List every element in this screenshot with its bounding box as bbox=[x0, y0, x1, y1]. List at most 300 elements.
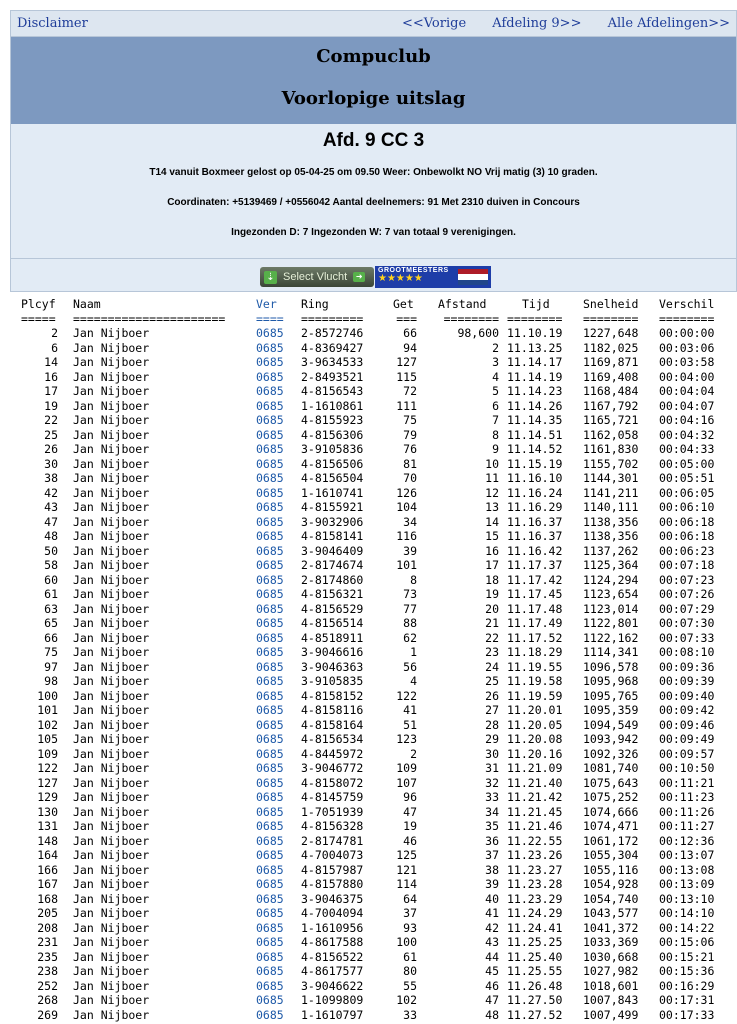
table-row-name: Jan Nijboer bbox=[73, 717, 150, 732]
table-row-ring-number: 3-9105836 bbox=[301, 442, 364, 456]
table-row-count: 37 bbox=[403, 906, 417, 920]
table-row-time: 11.16.24 bbox=[507, 485, 563, 500]
table-row-count: 19 bbox=[403, 819, 417, 833]
table-row bbox=[10, 790, 737, 805]
table-row-difference: 00:17:33 bbox=[659, 1007, 715, 1022]
table-row-difference: 00:09:39 bbox=[659, 674, 715, 688]
table-row-ring-number: 4-8156529 bbox=[301, 601, 364, 616]
table-row-distance: 31 bbox=[485, 761, 499, 775]
table-row-club-number[interactable]: 0685 bbox=[256, 369, 284, 384]
table-row-speed: 1054,740 bbox=[583, 891, 639, 906]
table-row-difference: 00:04:04 bbox=[659, 384, 715, 398]
table-row-time: 11.25.25 bbox=[507, 935, 563, 949]
table-row-ring-number: 4-8158164 bbox=[301, 717, 364, 732]
table-row-ring-number: 4-7004073 bbox=[301, 848, 364, 862]
table-row-club-number[interactable]: 0685 bbox=[256, 877, 284, 891]
club-title: Compuclub bbox=[316, 46, 431, 67]
table-row-club-number[interactable]: 0685 bbox=[256, 413, 284, 427]
table-row-club-number[interactable]: 0685 bbox=[256, 949, 284, 964]
table-row-name: Jan Nijboer bbox=[73, 558, 150, 572]
table-row-time: 11.13.25 bbox=[507, 340, 563, 355]
table-row-speed: 1095,359 bbox=[583, 703, 639, 717]
table-row-distance: 14 bbox=[485, 514, 499, 529]
table-row-club-number[interactable]: 0685 bbox=[256, 471, 284, 485]
table-row-name: Jan Nijboer bbox=[73, 340, 150, 355]
table-row-place: 231 bbox=[37, 935, 58, 949]
table-row-distance: 46 bbox=[485, 978, 499, 993]
table-row-speed: 1123,654 bbox=[583, 587, 639, 601]
table-row-ring-number: 4-8158116 bbox=[301, 703, 364, 717]
table-row-count: 88 bbox=[403, 616, 417, 630]
table-row-time: 11.23.29 bbox=[507, 891, 563, 906]
table-row-ring-number: 3-9634533 bbox=[301, 355, 364, 369]
table-row-ring-number: 2-8572746 bbox=[301, 326, 364, 340]
table-row-speed: 1162,058 bbox=[583, 427, 639, 442]
table-row-name: Jan Nijboer bbox=[73, 790, 150, 804]
table-row-count: 8 bbox=[410, 572, 417, 587]
select-flight-label: Select Vlucht bbox=[283, 271, 348, 283]
table-row-club-number[interactable]: 0685 bbox=[256, 906, 284, 920]
table-row-distance: 11 bbox=[485, 471, 499, 485]
table-row-place: 97 bbox=[44, 659, 58, 674]
table-row-place: 17 bbox=[44, 384, 58, 398]
table-row-place: 38 bbox=[44, 471, 58, 485]
table-row-club-number[interactable]: 0685 bbox=[256, 601, 284, 616]
table-row-speed: 1168,484 bbox=[583, 384, 639, 398]
table-row-time: 11.17.42 bbox=[507, 572, 563, 587]
table-row-place: 235 bbox=[37, 949, 58, 964]
table-row-time: 11.14.35 bbox=[507, 413, 563, 427]
table-row-place: 122 bbox=[37, 761, 58, 775]
table-row-speed: 1007,843 bbox=[583, 993, 639, 1007]
table-row-ring-number: 4-7004094 bbox=[301, 906, 364, 920]
table-row-speed: 1055,116 bbox=[583, 862, 639, 877]
table-row-count: 104 bbox=[396, 500, 417, 514]
table-row-club-number[interactable]: 0685 bbox=[256, 427, 284, 442]
table-row-ring-number: 3-9105835 bbox=[301, 674, 364, 688]
table-row-difference: 00:09:49 bbox=[659, 732, 715, 746]
table-row-name: Jan Nijboer bbox=[73, 761, 150, 775]
all-afdelingen-link[interactable]: Alle Afdelingen>> bbox=[607, 16, 730, 31]
table-row-place: 167 bbox=[37, 877, 58, 891]
table-row bbox=[10, 964, 737, 979]
table-row-place: 127 bbox=[37, 775, 58, 790]
table-row-difference: 00:17:31 bbox=[659, 993, 715, 1007]
table-row bbox=[10, 442, 737, 457]
table-row bbox=[10, 544, 737, 559]
table-row-ring-number: 2-8174674 bbox=[301, 558, 364, 572]
table-row-club-number[interactable]: 0685 bbox=[256, 964, 284, 978]
table-row-time: 11.15.19 bbox=[507, 456, 563, 471]
table-row bbox=[10, 863, 737, 878]
table-row-time: 11.23.28 bbox=[507, 877, 563, 891]
table-row-difference: 00:07:26 bbox=[659, 587, 715, 601]
table-row-time: 11.26.48 bbox=[507, 978, 563, 993]
table-row-ring-number: 4-8156506 bbox=[301, 456, 364, 471]
table-row-difference: 00:09:46 bbox=[659, 717, 715, 732]
table-row-speed: 1124,294 bbox=[583, 572, 639, 587]
table-row-count: 96 bbox=[403, 790, 417, 804]
table-row-difference: 00:07:30 bbox=[659, 616, 715, 630]
afdeling-link[interactable]: Afdeling 9>> bbox=[492, 16, 582, 31]
table-row-count: 2 bbox=[410, 746, 417, 761]
table-row-count: 1 bbox=[410, 645, 417, 659]
table-row-name: Jan Nijboer bbox=[73, 848, 150, 862]
table-row-distance: 38 bbox=[485, 862, 499, 877]
table-row-place: 26 bbox=[44, 442, 58, 456]
table-row-distance: 26 bbox=[485, 688, 499, 703]
table-row-distance: 29 bbox=[485, 732, 499, 746]
coordinates-info: Coordinaten: +5139469 / +0556042 Aantal deelnemers: 91 Met 2310 duiven in Concours bbox=[167, 197, 580, 208]
table-row-speed: 1075,252 bbox=[583, 790, 639, 804]
table-row-name: Jan Nijboer bbox=[73, 442, 150, 456]
table-row-club-number[interactable]: 0685 bbox=[256, 688, 284, 703]
table-row-place: 22 bbox=[44, 413, 58, 427]
table-row-speed: 1074,471 bbox=[583, 819, 639, 833]
table-row-place: 42 bbox=[44, 485, 58, 500]
table-row bbox=[10, 660, 737, 675]
table-row-difference: 00:07:18 bbox=[659, 558, 715, 572]
table-row-distance: 4 bbox=[492, 369, 499, 384]
table-row-time: 11.18.29 bbox=[507, 645, 563, 659]
table-row-time: 11.16.29 bbox=[507, 500, 563, 514]
table-row-difference: 00:05:00 bbox=[659, 456, 715, 471]
table-row-distance: 41 bbox=[485, 906, 499, 920]
table-row-ring-number: 3-9046772 bbox=[301, 761, 364, 775]
table-row-distance: 8 bbox=[492, 427, 499, 442]
table-row-club-number[interactable]: 0685 bbox=[256, 732, 284, 746]
table-row-speed: 1167,792 bbox=[583, 398, 639, 413]
table-row bbox=[10, 993, 737, 1008]
table-row-difference: 00:06:18 bbox=[659, 529, 715, 543]
select-flight-button[interactable] bbox=[260, 267, 374, 287]
table-row-count: 94 bbox=[403, 340, 417, 355]
table-row-speed: 1093,942 bbox=[583, 732, 639, 746]
table-row-count: 76 bbox=[403, 442, 417, 456]
table-row-club-number[interactable]: 0685 bbox=[256, 572, 284, 587]
table-row-name: Jan Nijboer bbox=[73, 978, 150, 993]
table-row-speed: 1144,301 bbox=[583, 471, 639, 485]
table-row-difference: 00:11:26 bbox=[659, 804, 715, 819]
table-row bbox=[10, 399, 737, 414]
table-row-count: 72 bbox=[403, 384, 417, 398]
table-row-club-number[interactable]: 0685 bbox=[256, 891, 284, 906]
table-separator bbox=[10, 312, 737, 327]
table-row-time: 11.22.55 bbox=[507, 833, 563, 848]
table-row-place: 168 bbox=[37, 891, 58, 906]
table-row-club-number[interactable]: 0685 bbox=[256, 630, 284, 645]
table-row-distance: 6 bbox=[492, 398, 499, 413]
table-row-time: 11.16.42 bbox=[507, 543, 563, 558]
table-row-time: 11.24.29 bbox=[507, 906, 563, 920]
previous-link[interactable]: <<Vorige bbox=[401, 16, 467, 31]
table-row-count: 55 bbox=[403, 978, 417, 993]
table-row-count: 101 bbox=[396, 558, 417, 572]
table-row-name: Jan Nijboer bbox=[73, 964, 150, 978]
table-row-name: Jan Nijboer bbox=[73, 630, 150, 645]
table-row-place: 58 bbox=[44, 558, 58, 572]
table-row-club-number[interactable]: 0685 bbox=[256, 355, 284, 369]
table-row-difference: 00:06:05 bbox=[659, 485, 715, 500]
table-row-club-number[interactable]: 0685 bbox=[256, 442, 284, 456]
table-row-difference: 00:07:29 bbox=[659, 601, 715, 616]
table-row-count: 102 bbox=[396, 993, 417, 1007]
table-row-speed: 1165,721 bbox=[583, 413, 639, 427]
table-row-time: 11.16.10 bbox=[507, 471, 563, 485]
table-row-name: Jan Nijboer bbox=[73, 746, 150, 761]
table-row-time: 11.17.37 bbox=[507, 558, 563, 572]
table-row-ring-number: 4-8155921 bbox=[301, 500, 364, 514]
table-row-name: Jan Nijboer bbox=[73, 906, 150, 920]
table-separator-count: === bbox=[396, 311, 417, 326]
table-row-name: Jan Nijboer bbox=[73, 471, 150, 485]
table-row-count: 80 bbox=[403, 964, 417, 978]
table-row bbox=[10, 776, 737, 791]
table-row-name: Jan Nijboer bbox=[73, 616, 150, 630]
table-row bbox=[10, 935, 737, 950]
table-row-count: 51 bbox=[403, 717, 417, 732]
table-row-speed: 1054,928 bbox=[583, 877, 639, 891]
table-row-club-number[interactable]: 0685 bbox=[256, 384, 284, 398]
table-row-ring-number: 1-1099809 bbox=[301, 993, 364, 1007]
table-row-club-number[interactable]: 0685 bbox=[256, 993, 284, 1007]
table-row-name: Jan Nijboer bbox=[73, 369, 150, 384]
table-row-speed: 1075,643 bbox=[583, 775, 639, 790]
table-row-ring-number: 4-8145759 bbox=[301, 790, 364, 804]
table-row-count: 125 bbox=[396, 848, 417, 862]
table-row-difference: 00:04:33 bbox=[659, 442, 715, 456]
table-row-time: 11.20.16 bbox=[507, 746, 563, 761]
table-row-count: 111 bbox=[396, 398, 417, 413]
table-row-ring-number: 4-8158152 bbox=[301, 688, 364, 703]
table-row-club-number[interactable]: 0685 bbox=[256, 645, 284, 659]
table-row-speed: 1033,369 bbox=[583, 935, 639, 949]
table-row-time: 11.17.49 bbox=[507, 616, 563, 630]
grootmeesters-label: GROOTMEESTERS bbox=[378, 267, 449, 274]
table-row-distance: 25 bbox=[485, 674, 499, 688]
table-row-ring-number: 4-8156522 bbox=[301, 949, 364, 964]
table-row-time: 11.14.26 bbox=[507, 398, 563, 413]
table-row-name: Jan Nijboer bbox=[73, 514, 150, 529]
table-row bbox=[10, 631, 737, 646]
table-row-place: 2 bbox=[51, 326, 58, 340]
table-row-ring-number: 4-8158072 bbox=[301, 775, 364, 790]
table-row-place: 105 bbox=[37, 732, 58, 746]
table-row-club-number[interactable]: 0685 bbox=[256, 456, 284, 471]
table-row-time: 11.27.52 bbox=[507, 1007, 563, 1022]
table-row-distance: 24 bbox=[485, 659, 499, 674]
table-row-club-number[interactable]: 0685 bbox=[256, 703, 284, 717]
table-row-club-number[interactable]: 0685 bbox=[256, 978, 284, 993]
table-row bbox=[10, 573, 737, 588]
table-row-club-number[interactable]: 0685 bbox=[256, 616, 284, 630]
table-row bbox=[10, 486, 737, 501]
table-row-club-number[interactable]: 0685 bbox=[256, 775, 284, 790]
table-row bbox=[10, 370, 737, 385]
ingezonden-info: Ingezonden D: 7 Ingezonden W: 7 van totaal 9 verenigingen. bbox=[231, 227, 516, 238]
table-row-difference: 00:08:10 bbox=[659, 645, 715, 659]
table-row-club-number[interactable]: 0685 bbox=[256, 485, 284, 500]
grootmeesters-banner[interactable] bbox=[375, 266, 491, 288]
table-row-club-number[interactable]: 0685 bbox=[256, 326, 284, 340]
table-row bbox=[10, 602, 737, 617]
table-row bbox=[10, 616, 737, 631]
table-row-count: 123 bbox=[396, 732, 417, 746]
table-row-name: Jan Nijboer bbox=[73, 688, 150, 703]
table-row-difference: 00:13:10 bbox=[659, 891, 715, 906]
table-row bbox=[10, 457, 737, 472]
table-row-speed: 1030,668 bbox=[583, 949, 639, 964]
table-row-difference: 00:13:07 bbox=[659, 848, 715, 862]
table-row-name: Jan Nijboer bbox=[73, 398, 150, 413]
table-row-ring-number: 4-8155923 bbox=[301, 413, 364, 427]
table-row bbox=[10, 1008, 737, 1023]
table-row-difference: 00:04:32 bbox=[659, 427, 715, 442]
table-row-difference: 00:11:23 bbox=[659, 790, 715, 804]
table-row-difference: 00:14:10 bbox=[659, 906, 715, 920]
table-row-club-number[interactable]: 0685 bbox=[256, 761, 284, 775]
table-row-count: 77 bbox=[403, 601, 417, 616]
table-row-place: 166 bbox=[37, 862, 58, 877]
table-row-distance: 20 bbox=[485, 601, 499, 616]
disclaimer-link[interactable]: Disclaimer bbox=[17, 16, 88, 31]
table-row-name: Jan Nijboer bbox=[73, 659, 150, 674]
table-row-place: 208 bbox=[37, 920, 58, 935]
table-row-distance: 43 bbox=[485, 935, 499, 949]
table-row-speed: 1061,172 bbox=[583, 833, 639, 848]
table-row-name: Jan Nijboer bbox=[73, 645, 150, 659]
table-row-club-number[interactable]: 0685 bbox=[256, 514, 284, 529]
table-row-speed: 1138,356 bbox=[583, 529, 639, 543]
table-row-count: 75 bbox=[403, 413, 417, 427]
table-row-difference: 00:16:29 bbox=[659, 978, 715, 993]
table-row-speed: 1122,801 bbox=[583, 616, 639, 630]
table-row-speed: 1123,014 bbox=[583, 601, 639, 616]
table-row-speed: 1137,262 bbox=[583, 543, 639, 558]
table-row-time: 11.14.23 bbox=[507, 384, 563, 398]
table-row-place: 48 bbox=[44, 529, 58, 543]
release-info: T14 vanuit Boxmeer gelost op 05-04-25 om 09.50 Weer: Onbewolkt NO Vrij matig (3) 10 graden. bbox=[149, 167, 598, 178]
table-row-place: 30 bbox=[44, 456, 58, 471]
table-row-difference: 00:10:50 bbox=[659, 761, 715, 775]
table-row-ring-number: 2-8174781 bbox=[301, 833, 364, 848]
race-info bbox=[10, 124, 737, 259]
table-row-name: Jan Nijboer bbox=[73, 587, 150, 601]
table-row-time: 11.19.59 bbox=[507, 688, 563, 703]
table-row-club-number[interactable]: 0685 bbox=[256, 340, 284, 355]
table-row-place: 148 bbox=[37, 833, 58, 848]
table-row-ring-number: 1-1610956 bbox=[301, 920, 364, 935]
table-row-place: 238 bbox=[37, 964, 58, 978]
table-separator-speed: ======== bbox=[583, 311, 639, 326]
table-header-name: Naam bbox=[73, 297, 101, 311]
table-row-ring-number: 3-9046409 bbox=[301, 543, 364, 558]
table-row-distance: 3 bbox=[492, 355, 499, 369]
table-row-time: 11.21.45 bbox=[507, 804, 563, 819]
table-row-name: Jan Nijboer bbox=[73, 413, 150, 427]
table-row-club-number[interactable]: 0685 bbox=[256, 398, 284, 413]
table-row-club-number[interactable]: 0685 bbox=[256, 587, 284, 601]
table-row-club-number[interactable]: 0685 bbox=[256, 862, 284, 877]
table-row bbox=[10, 645, 737, 660]
table-row-count: 41 bbox=[403, 703, 417, 717]
table-row-difference: 00:06:10 bbox=[659, 500, 715, 514]
table-row-club-number[interactable]: 0685 bbox=[256, 674, 284, 688]
table-row-difference: 00:11:27 bbox=[659, 819, 715, 833]
table-row-distance: 37 bbox=[485, 848, 499, 862]
table-row-ring-number: 4-8157880 bbox=[301, 877, 364, 891]
table-row-club-number[interactable]: 0685 bbox=[256, 920, 284, 935]
table-row-club-number[interactable]: 0685 bbox=[256, 819, 284, 833]
table-row-time: 11.27.50 bbox=[507, 993, 563, 1007]
table-row-name: Jan Nijboer bbox=[73, 500, 150, 514]
table-row bbox=[10, 718, 737, 733]
table-row-club-number[interactable]: 0685 bbox=[256, 717, 284, 732]
table-row-club-number[interactable]: 0685 bbox=[256, 833, 284, 848]
table-row-name: Jan Nijboer bbox=[73, 485, 150, 500]
table-row-ring-number: 1-1610741 bbox=[301, 485, 364, 500]
table-row-count: 107 bbox=[396, 775, 417, 790]
table-row-club-number[interactable]: 0685 bbox=[256, 558, 284, 572]
table-row-place: 63 bbox=[44, 601, 58, 616]
table-row-club-number[interactable]: 0685 bbox=[256, 935, 284, 949]
table-row-speed: 1141,211 bbox=[583, 485, 639, 500]
table-row-difference: 00:04:00 bbox=[659, 369, 715, 384]
table-row bbox=[10, 906, 737, 921]
table-row-time: 11.19.55 bbox=[507, 659, 563, 674]
table-row-distance: 19 bbox=[485, 587, 499, 601]
table-row-name: Jan Nijboer bbox=[73, 326, 150, 340]
table-row-speed: 1007,499 bbox=[583, 1007, 639, 1022]
table-row bbox=[10, 413, 737, 428]
table-row-time: 11.10.19 bbox=[507, 326, 563, 340]
table-row-count: 61 bbox=[403, 949, 417, 964]
table-row-name: Jan Nijboer bbox=[73, 355, 150, 369]
table-row-club-number[interactable]: 0685 bbox=[256, 790, 284, 804]
table-row-name: Jan Nijboer bbox=[73, 529, 150, 543]
table-separator-difference: ======== bbox=[659, 311, 715, 326]
table-row-difference: 00:05:51 bbox=[659, 471, 715, 485]
table-row-count: 66 bbox=[403, 326, 417, 340]
table-row bbox=[10, 558, 737, 573]
table-row-club-number[interactable]: 0685 bbox=[256, 848, 284, 862]
table-row-club-number[interactable]: 0685 bbox=[256, 746, 284, 761]
table-row-count: 116 bbox=[396, 529, 417, 543]
table-row bbox=[10, 848, 737, 863]
table-row-club-number[interactable]: 0685 bbox=[256, 529, 284, 543]
table-row-club-number[interactable]: 0685 bbox=[256, 543, 284, 558]
table-row-name: Jan Nijboer bbox=[73, 920, 150, 935]
table-row-difference: 00:00:00 bbox=[659, 326, 715, 340]
button-row bbox=[10, 259, 737, 292]
table-row bbox=[10, 689, 737, 704]
table-row-time: 11.17.52 bbox=[507, 630, 563, 645]
table-row-club-number[interactable]: 0685 bbox=[256, 804, 284, 819]
table-row-place: 25 bbox=[44, 427, 58, 442]
table-row-speed: 1161,830 bbox=[583, 442, 639, 456]
table-row bbox=[10, 341, 737, 356]
table-row-club-number[interactable]: 0685 bbox=[256, 500, 284, 514]
table-row-distance: 12 bbox=[485, 485, 499, 500]
table-header-distance: Afstand bbox=[438, 297, 487, 311]
table-row bbox=[10, 877, 737, 892]
table-row-club-number[interactable]: 0685 bbox=[256, 659, 284, 674]
table-row-speed: 1043,577 bbox=[583, 906, 639, 920]
table-header-place: Plcyf bbox=[21, 297, 56, 311]
table-header-count: Get bbox=[393, 297, 414, 311]
table-row-name: Jan Nijboer bbox=[73, 427, 150, 442]
table-row-club-number[interactable]: 0685 bbox=[256, 1007, 284, 1022]
